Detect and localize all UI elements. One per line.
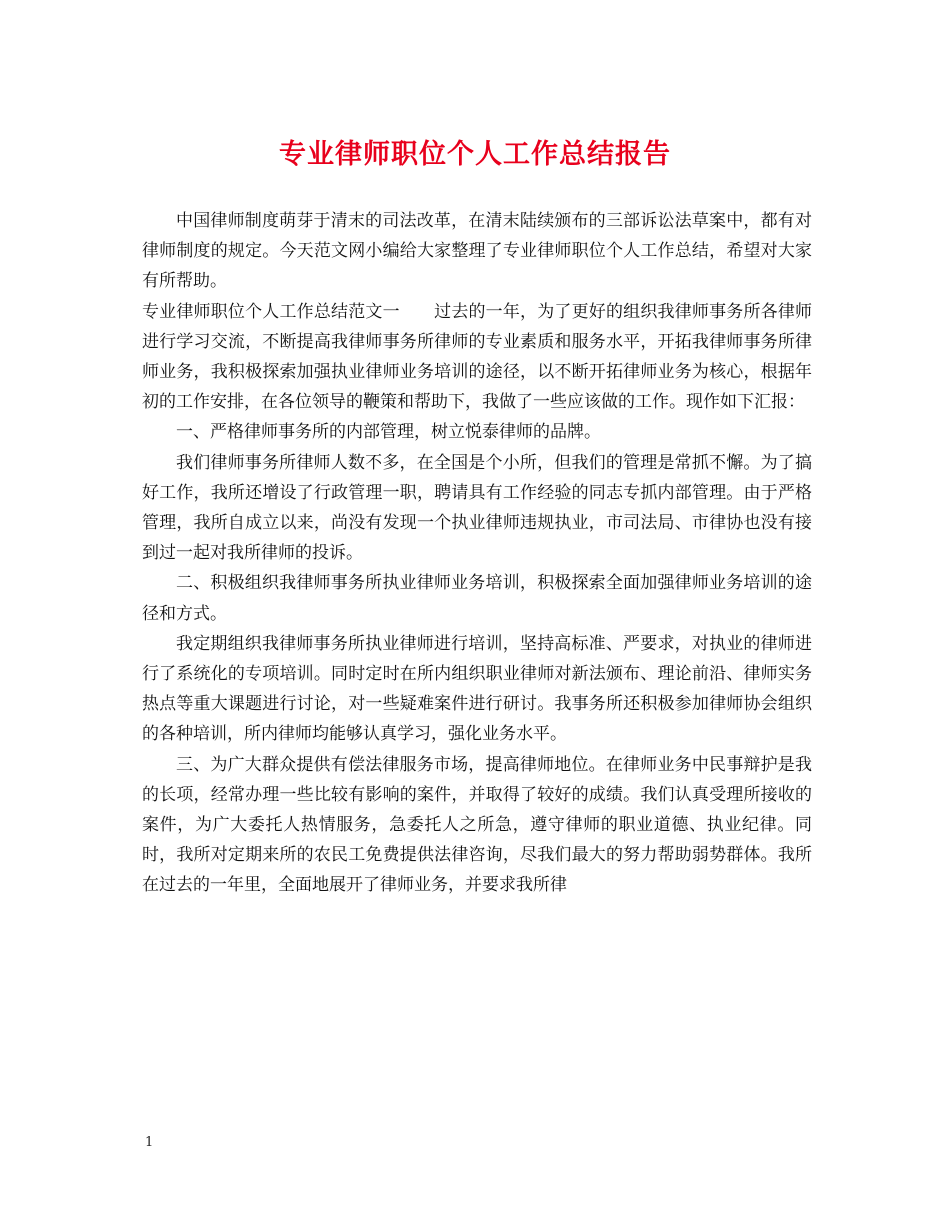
paragraph: 三、为广大群众提供有偿法律服务市场，提高律师地位。在律师业务中民事辩护是我的长项，经常办理一些比较有影响的案件，并取得了较好的成绩。我们认真受理所接收的案件，为广大委托人热情服务，急委托人之所急，遵守律师的职业道德、执业纪律。同时，我所对定期来所的农民工免费提供法律咨询，尽我们最大的努力帮助弱势群体。我所在过去的一年里，全面地展开了律师业务，并要求我所律 xyxy=(142,754,812,896)
paragraph: 专业律师职位个人工作总结范文一 过去的一年，为了更好的组织我律师事务所各律师进行学习交流，不断提高我律师事务所律师的专业素质和服务水平，开拓我律师事务所律师业务，我积极探索加强执业律师业务培训的途径，以不断开拓律师业务为核心，根据年初的工作安排，在各位领导的鞭策和帮助下，我做了一些应该做的工作。现作如下汇报： xyxy=(142,301,812,413)
paragraph: 中国律师制度萌芽于清末的司法改革，在清末陆续颁布的三部诉讼法草案中，都有对律师制度的规定。今天范文网小编给大家整理了专业律师职位个人工作总结，希望对大家有所帮助。 xyxy=(142,211,812,292)
section-heading: 二、积极组织我律师事务所执业律师业务培训，积极探索全面加强律师业务培训的途径和方式。 xyxy=(142,573,812,624)
document-title: 专业律师职位个人工作总结报告 xyxy=(279,139,671,170)
page-number: 1 xyxy=(145,1135,154,1150)
section-heading: 一、严格律师事务所的内部管理，树立悦泰律师的品牌。 xyxy=(176,422,601,443)
paragraph: 我们律师事务所律师人数不多，在全国是个小所，但我们的管理是常抓不懈。为了搞好工作，我所还增设了行政管理一职，聘请具有工作经验的同志专抓内部管理。由于严格管理，我所自成立以来，尚没有发现一个执业律师违规执业，市司法局、市律协也没有接到过一起对我所律师的投诉。 xyxy=(142,452,812,564)
document-body xyxy=(142,206,812,901)
paragraph: 我定期组织我律师事务所执业律师进行培训，坚持高标准、严要求，对执业的律师进行了系统化的专项培训。同时定时在所内组织职业律师对新法颁布、理论前沿、律师实务热点等重大课题进行讨论，对一些疑难案件进行研讨。我事务所还积极参加律师协会组织的各种培训，所内律师均能够认真学习，强化业务水平。 xyxy=(142,633,812,745)
